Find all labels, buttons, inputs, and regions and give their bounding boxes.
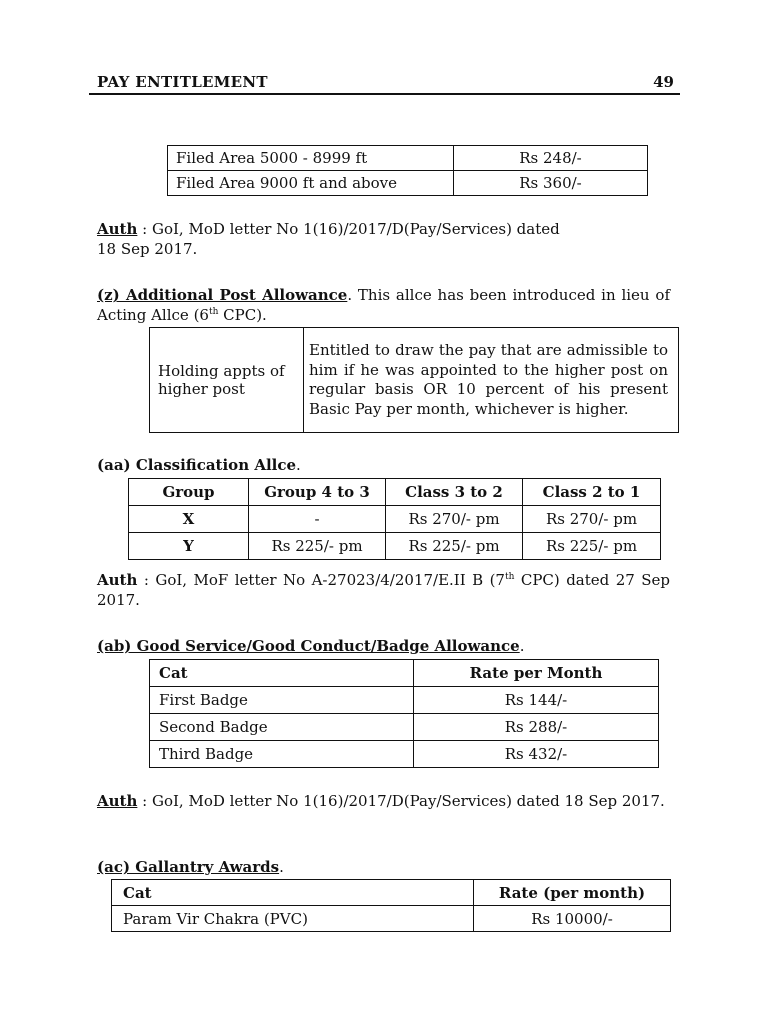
column-header: Rate per Month <box>414 660 659 687</box>
auth-label: Auth <box>97 792 138 810</box>
page-title: PAY ENTITLEMENT <box>97 73 268 91</box>
section-ac-heading <box>97 857 670 877</box>
additional-post-table <box>149 327 679 433</box>
badge-allowance-table <box>149 659 659 768</box>
table-cell: Third Badge <box>150 741 414 768</box>
section-z-paragraph <box>97 285 670 325</box>
table-row <box>112 906 671 932</box>
section-text: CPC). <box>218 306 267 324</box>
table-row <box>150 714 659 741</box>
heading-period: . <box>296 456 301 474</box>
table-cell: First Badge <box>150 687 414 714</box>
table-cell: Rs 360/- <box>454 171 648 196</box>
section-heading: (ac) Gallantry Awards <box>97 858 280 876</box>
auth-text: : GoI, MoF letter No A-27023/4/2017/E.II B (7 <box>137 571 505 589</box>
heading-period: . <box>279 858 284 876</box>
section-heading: (ab) Good Service/Good Conduct/Badge Allowance <box>97 637 520 655</box>
auth-label: Auth <box>97 571 138 589</box>
table-cell-label: Holding appts of higher post <box>150 328 304 433</box>
table-cell: Filed Area 9000 ft and above <box>168 171 454 196</box>
auth-label: Auth <box>97 220 138 238</box>
table-cell: Rs 144/- <box>414 687 659 714</box>
column-header: Cat <box>112 880 474 906</box>
auth-text-date: 18 Sep 2017. <box>97 240 198 258</box>
section-aa-heading <box>97 455 670 475</box>
superscript: th <box>504 572 515 582</box>
auth-paragraph-3 <box>97 791 670 811</box>
table-row <box>129 506 661 533</box>
section-heading: (z) Additional Post Allowance <box>97 286 348 304</box>
table-cell: Rs 432/- <box>414 741 659 768</box>
section-text: . This allce has been introduced in lieu of Acting Allce (6 <box>97 286 670 324</box>
column-header: Group 4 to 3 <box>249 479 386 506</box>
table-cell: Rs 225/- pm <box>249 533 386 560</box>
table-header-row <box>112 880 671 906</box>
auth-text: CPC) dated 27 Sep 2017. <box>97 571 670 609</box>
table-row <box>129 533 661 560</box>
table-cell: Second Badge <box>150 714 414 741</box>
table-cell: Rs 288/- <box>414 714 659 741</box>
classification-allce-table <box>128 478 661 560</box>
page-header <box>89 70 680 95</box>
section-ab-heading <box>97 636 670 656</box>
table-cell: Rs 10000/- <box>474 906 671 932</box>
heading-period: . <box>519 637 525 655</box>
table-cell-description: Entitled to draw the pay that are admissible to him if he was appointed to the higher post on regular basis OR 10 percent of his present Basic Pay per month, whichever is higher. <box>304 328 679 433</box>
table-row <box>168 146 648 171</box>
auth-paragraph-1 <box>97 219 622 259</box>
table-row <box>150 328 679 433</box>
auth-text: : GoI, MoD letter No 1(16)/2017/D(Pay/Services) dated <box>137 220 560 238</box>
table-cell: Filed Area 5000 - 8999 ft <box>168 146 454 171</box>
column-header: Cat <box>150 660 414 687</box>
page-number: 49 <box>653 73 674 91</box>
column-header: Class 3 to 2 <box>386 479 523 506</box>
table-cell: Param Vir Chakra (PVC) <box>112 906 474 932</box>
section-heading: (aa) Classification Allce <box>97 456 297 474</box>
column-header: Group <box>129 479 249 506</box>
auth-paragraph-2 <box>97 570 670 610</box>
table-cell: - <box>249 506 386 533</box>
table-header-row <box>150 660 659 687</box>
table-cell: Y <box>129 533 249 560</box>
table-row <box>150 687 659 714</box>
auth-text: : GoI, MoD letter No 1(16)/2017/D(Pay/Services) dated 18 Sep 2017. <box>137 792 665 810</box>
table-cell: X <box>129 506 249 533</box>
table-header-row <box>129 479 661 506</box>
table-cell: Rs 225/- pm <box>523 533 661 560</box>
table-cell: Rs 270/- pm <box>523 506 661 533</box>
table-cell: Rs 248/- <box>454 146 648 171</box>
superscript: th <box>208 307 219 317</box>
column-header: Rate (per month) <box>474 880 671 906</box>
table-cell: Rs 225/- pm <box>386 533 523 560</box>
table-row <box>150 741 659 768</box>
table-cell: Rs 270/- pm <box>386 506 523 533</box>
filed-area-table <box>167 145 648 196</box>
column-header: Class 2 to 1 <box>523 479 661 506</box>
gallantry-awards-table <box>111 879 671 932</box>
table-row <box>168 171 648 196</box>
